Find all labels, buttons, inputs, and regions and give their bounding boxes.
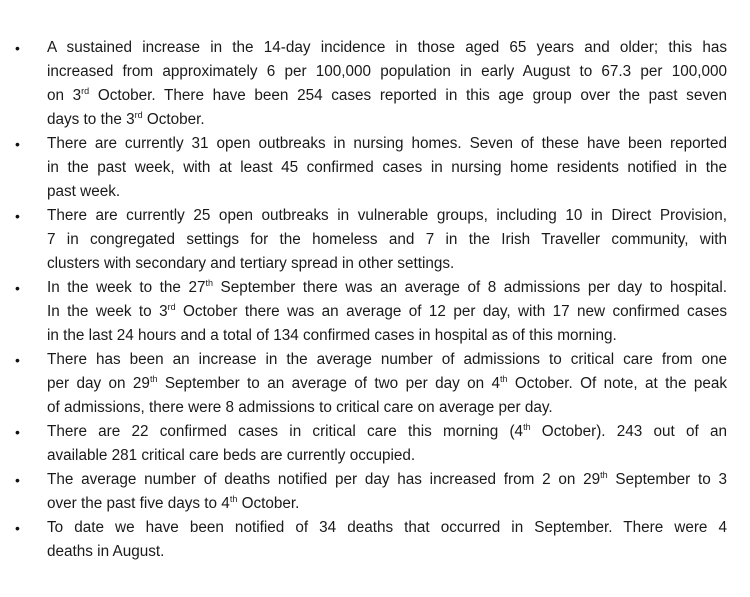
- bullet-dot-icon: •: [15, 472, 20, 488]
- ordinal-superscript: th: [500, 374, 508, 384]
- bullet-list: [0, 36, 750, 564]
- ordinal-superscript: th: [600, 470, 608, 480]
- bullet-dot-icon: •: [15, 40, 20, 56]
- text-segment: clusters with secondary and tertiary spread in other settings.: [47, 255, 455, 272]
- text-segment: In the week to the 27: [47, 279, 206, 296]
- text-line: [47, 36, 727, 60]
- text-line: [47, 276, 727, 300]
- text-segment: October.: [237, 495, 300, 512]
- bullet-item: [0, 36, 727, 132]
- text-line: [47, 492, 727, 516]
- text-segment: in the last 24 hours and a total of 134 confirmed cases in hospital as of this morning.: [47, 327, 617, 344]
- text-line: [47, 444, 727, 468]
- text-segment: September there was an average of 8 admissions per day to hospital.: [213, 279, 727, 296]
- text-line: [47, 348, 727, 372]
- text-segment: September to 3: [607, 471, 727, 488]
- text-segment: October). 243 out of an: [530, 423, 727, 440]
- text-segment: 7 in congregated settings for the homeless and 7 in the Irish Traveller community, with: [47, 231, 727, 248]
- text-segment: There has been an increase in the average number of admissions to critical care from one: [47, 351, 727, 368]
- text-segment: A sustained increase in the 14-day incidence in those aged 65 years and older; this has: [47, 39, 727, 56]
- bullet-item: [0, 420, 727, 468]
- text-segment: deaths in August.: [47, 543, 165, 560]
- ordinal-superscript: rd: [81, 86, 90, 96]
- text-segment: of admissions, there were 8 admissions to critical care on average per day.: [47, 399, 553, 416]
- ordinal-superscript: rd: [134, 110, 143, 120]
- text-segment: increased from approximately 6 per 100,000 population in early August to 67.3 per 100,000: [47, 63, 727, 80]
- text-line: [47, 468, 727, 492]
- text-segment: in the past week, with at least 45 confirmed cases in nursing home residents notified in the: [47, 159, 727, 176]
- text-segment: The average number of deaths notified per day has increased from 2 on 29: [47, 471, 601, 488]
- text-segment: days to the 3: [47, 111, 135, 128]
- text-line: [47, 372, 727, 396]
- bullet-dot-icon: •: [15, 424, 20, 440]
- ordinal-superscript: th: [523, 422, 531, 432]
- text-segment: on 3: [47, 87, 82, 104]
- bullet-item: [0, 204, 727, 276]
- ordinal-superscript: th: [229, 494, 238, 504]
- bullet-dot-icon: •: [15, 352, 20, 368]
- text-line: [47, 156, 727, 180]
- ordinal-superscript: rd: [167, 302, 176, 312]
- text-line: [47, 180, 727, 204]
- ordinal-superscript: th: [205, 278, 213, 288]
- text-segment: past week.: [47, 183, 121, 200]
- text-segment: There are currently 25 open outbreaks in vulnerable groups, including 10 in Direct Provision,: [47, 207, 727, 224]
- text-segment: per day on 29: [47, 375, 150, 392]
- text-line: [47, 132, 727, 156]
- text-line: [47, 540, 727, 564]
- bullet-dot-icon: •: [15, 280, 20, 296]
- bullet-dot-icon: •: [15, 136, 20, 152]
- text-line: [47, 228, 727, 252]
- text-line: [47, 108, 727, 132]
- ordinal-superscript: th: [149, 374, 158, 384]
- text-segment: In the week to 3: [47, 303, 168, 320]
- text-line: [47, 516, 727, 540]
- bullet-item: [0, 468, 727, 516]
- text-line: [47, 300, 727, 324]
- text-line: [47, 204, 727, 228]
- text-line: [47, 60, 727, 84]
- text-segment: October there was an average of 12 per day, with 17 new confirmed cases: [175, 303, 727, 320]
- text-segment: There are 22 confirmed cases in critical care this morning (4: [47, 423, 524, 440]
- text-line: [47, 396, 727, 420]
- text-segment: September to an average of two per day on 4: [157, 375, 501, 392]
- text-line: [47, 84, 727, 108]
- bullet-item: [0, 348, 727, 420]
- text-segment: October. There have been 254 cases reported in this age group over the past seven: [89, 87, 727, 104]
- text-segment: October.: [142, 111, 205, 128]
- text-segment: There are currently 31 open outbreaks in nursing homes. Seven of these have been reported: [47, 135, 727, 152]
- text-segment: available 281 critical care beds are currently occupied.: [47, 447, 416, 464]
- bullet-item: [0, 516, 727, 564]
- bullet-dot-icon: •: [15, 520, 20, 536]
- text-line: [47, 420, 727, 444]
- text-segment: October. Of note, at the peak: [507, 375, 727, 392]
- bullet-item: [0, 132, 727, 204]
- text-segment: To date we have been notified of 34 deaths that occurred in September. There were 4: [47, 519, 727, 536]
- bullet-item: [0, 276, 727, 348]
- text-line: [47, 252, 727, 276]
- text-line: [47, 324, 727, 348]
- bullet-dot-icon: •: [15, 208, 20, 224]
- text-segment: over the past five days to 4: [47, 495, 230, 512]
